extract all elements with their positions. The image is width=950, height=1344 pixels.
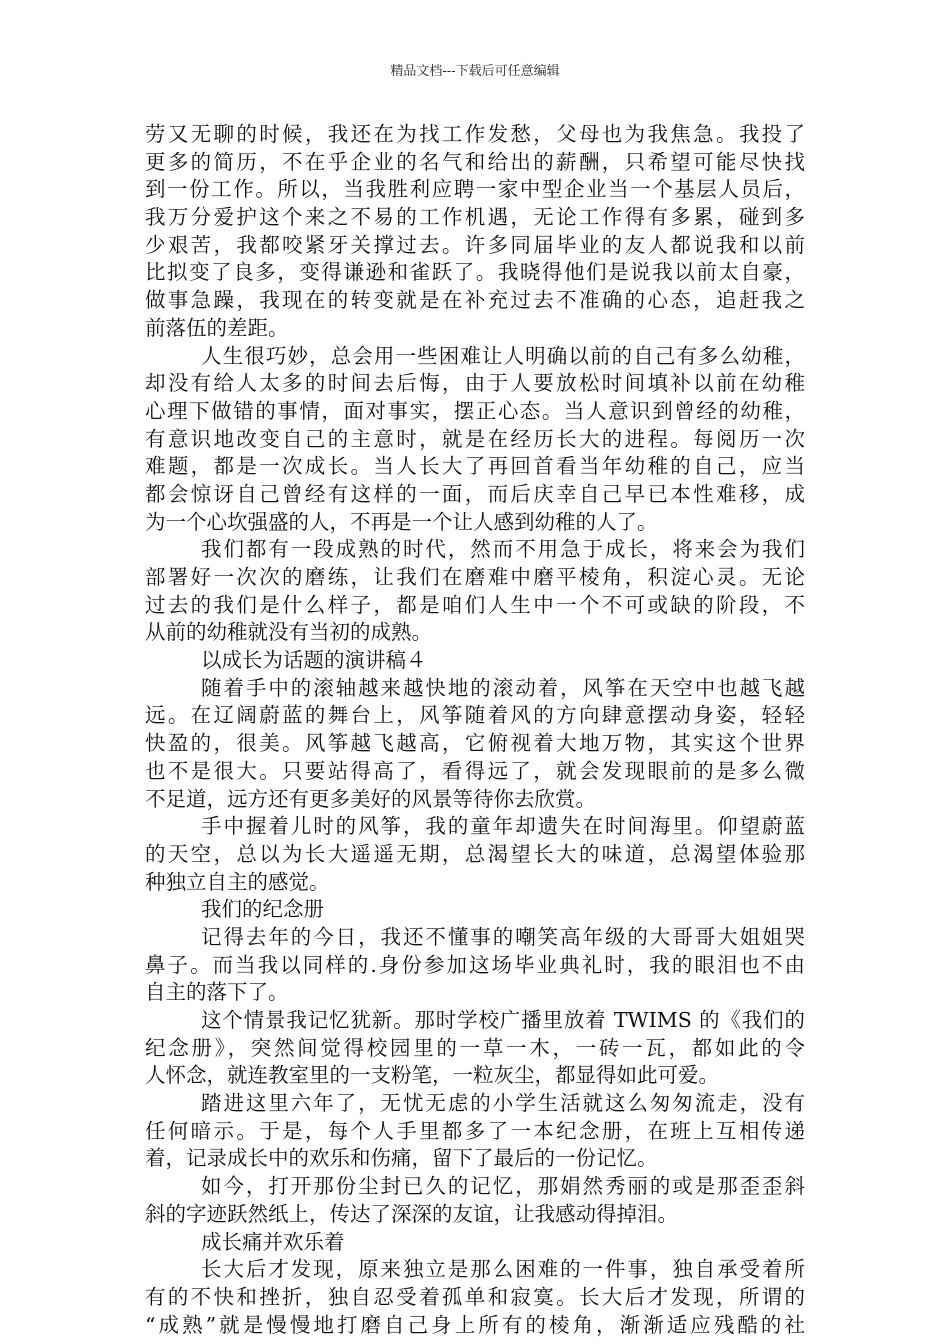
text-line: 却没有给人太多的时间去后悔，由于人要放松时间填补以前在幼稚 — [145, 371, 805, 396]
text-line: “成熟”就是慢慢地打磨自己身上所有的棱角，渐渐适应残酷的社 — [145, 1312, 805, 1337]
text-line: 比拟变了良多，变得谦逊和雀跃了。我晓得他们是说我以前太自豪， — [145, 260, 805, 285]
text-line: 鼻子。而当我以同样的.身份参加这场毕业典礼时，我的眼泪也不由 — [145, 952, 805, 977]
section-heading: 我们的纪念册 — [201, 897, 324, 922]
text-line: 也不是很大。只要站得高了，看得远了，就会发现眼前的是多么微 — [145, 758, 805, 783]
text-line: 都会惊讶自己曾经有这样的一面，而后庆幸自己早已本性难移，成 — [145, 481, 805, 506]
paragraph-first-line: 这个情景我记忆犹新。那时学校广播里放着 TWIMS 的《我们的 — [201, 1008, 805, 1032]
text-line: 做事急躁，我现在的转变就是在补充过去不准确的心态，追赶我之 — [145, 288, 805, 313]
paragraph-last-line: 为一个心坎强盛的人，不再是一个让人感到幼稚的人了。 — [145, 509, 658, 534]
paragraph-last-line: 人怀念，就连教室里的一支粉笔，一粒灰尘，都显得如此可爱。 — [145, 1063, 719, 1088]
paragraph-first-line: 记得去年的今日，我还不懂事的嘲笑高年级的大哥哥大姐姐哭 — [201, 924, 805, 949]
text-line: 到一份工作。所以，当我胜利应聘一家中型企业当一个基层人员后， — [145, 177, 805, 202]
text-line: 难题，都是一次成长。当人长大了再回首看当年幼稚的自己，应当 — [145, 454, 805, 479]
text-line: 任何暗示。于是，每个人手里都多了一本纪念册，在班上互相传递 — [145, 1118, 805, 1143]
section-heading: 以成长为话题的演讲稿４ — [201, 648, 427, 673]
text-line: 快盈的，很美。风筝越飞越高，它俯视着大地万物，其实这个世界 — [145, 731, 805, 756]
paragraph-first-line: 我们都有一段成熟的时代，然而不用急于成长，将来会为我们 — [201, 537, 805, 562]
text-line: 劳又无聊的时候，我还在为找工作发愁，父母也为我焦急。我投了 — [145, 122, 805, 146]
paragraph-last-line: 种独立自主的感觉。 — [145, 869, 330, 894]
text-line: 我万分爱护这个来之不易的工作机遇，无论工作得有多累，碰到多 — [145, 205, 805, 230]
text-line: 部署好一次次的磨练，让我们在磨难中磨平棱角，积淀心灵。无论 — [145, 565, 805, 589]
page-header: 精品文档---下载后可任意编辑 — [390, 64, 560, 79]
text-line: 过去的我们是什么样子，都是咱们人生中一个不可或缺的阶段，不 — [145, 592, 805, 617]
text-line: 的天空，总以为长大遥遥无期，总渴望长大的味道，总渴望体验那 — [145, 841, 805, 866]
text-line: 远。在辽阔蔚蓝的舞台上，风筝随着风的方向肆意摆动身姿，轻轻 — [145, 703, 805, 728]
paragraph-last-line: 斜的字迹跃然纸上，传达了深深的友谊，让我感动得掉泪。 — [145, 1201, 678, 1226]
text-line: 有的不快和挫折，独自忍受着孤单和寂寞。长大后才发现，所谓的 — [145, 1284, 805, 1309]
text-line: 纪念册》，突然间觉得校园里的一草一木，一砖一瓦，都如此的令 — [145, 1035, 805, 1060]
paragraph-last-line: 不足道，远方还有更多美好的风景等待你去欣赏。 — [145, 786, 596, 811]
text-line: 有意识地改变自己的主意时，就是在经历长大的进程。每阅历一次 — [145, 426, 805, 451]
text-line: 更多的简历，不在乎企业的名气和给出的薪酬，只希望可能尽快找 — [145, 149, 805, 174]
paragraph-last-line: 前落伍的差距。 — [145, 315, 289, 340]
paragraph-first-line: 随着手中的滚轴越来越快地的滚动着，风筝在天空中也越飞越 — [201, 675, 805, 700]
paragraph-first-line: 人生很巧妙，总会用一些困难让人明确以前的自己有多么幼稚， — [201, 343, 805, 368]
text-line: 心理下做错的事情，面对事实，摆正心态。当人意识到曾经的幼稚， — [145, 398, 805, 423]
paragraph-last-line: 自主的落下了。 — [145, 980, 289, 1005]
text-line: 少艰苦，我都咬紧牙关撑过去。许多同届毕业的友人都说我和以前 — [145, 232, 805, 257]
paragraph-first-line: 手中握着儿时的风筝，我的童年却遗失在时间海里。仰望蔚蓝 — [201, 814, 805, 839]
document-body — [145, 121, 805, 1339]
paragraph-first-line: 长大后才发现，原来独立是那么困难的一件事，独自承受着所 — [201, 1257, 805, 1282]
paragraph-last-line: 从前的幼稚就没有当初的成熟。 — [145, 620, 432, 645]
paragraph-first-line: 如今，打开那份尘封已久的记忆，那娟然秀丽的或是那歪歪斜 — [201, 1174, 805, 1199]
paragraph-last-line: 着，记录成长中的欢乐和伤痛，留下了最后的一份记忆。 — [145, 1146, 658, 1171]
paragraph-first-line: 踏进这里六年了，无忧无虑的小学生活就这么匆匆流走，没有 — [201, 1091, 805, 1116]
section-heading: 成长痛并欢乐着 — [201, 1229, 345, 1254]
